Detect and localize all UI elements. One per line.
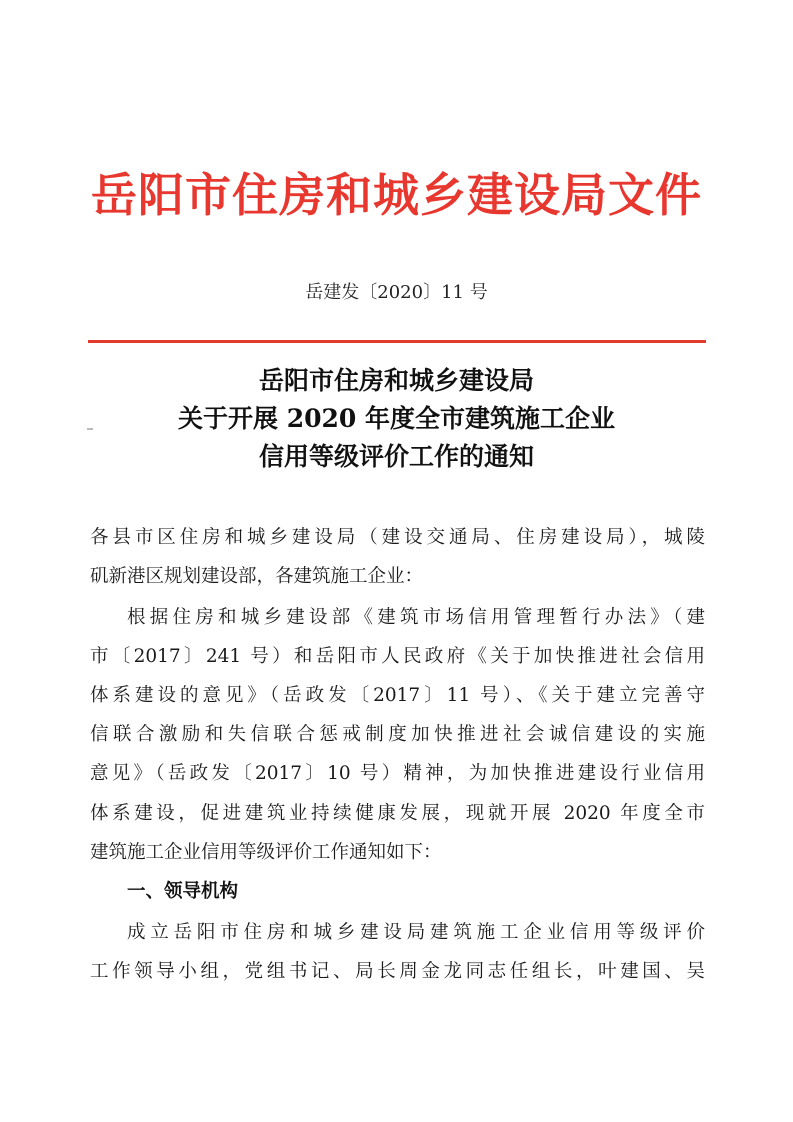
paragraph2-line-2: 工作领导小组，党组书记、局长周金龙同志任组长，叶建国、吴 xyxy=(90,961,705,982)
agency-header-title: 岳阳市住房和城乡建设局文件 xyxy=(91,168,702,222)
notice-title-line-2: 关于开展 2020 年度全市建筑施工企业 xyxy=(178,404,615,433)
paragraph2-line-1: 成立岳阳市住房和城乡建设局建筑施工企业信用等级评价 xyxy=(127,922,705,943)
paragraph1-line-7: 建筑施工企业信用等级评价工作通知如下： xyxy=(90,842,442,863)
paragraph1-line-5: 意见》（岳政发〔2017〕10 号）精神，为加快推进建设行业信用 xyxy=(90,763,705,784)
document-body xyxy=(90,0,705,1122)
document-number: 岳建发〔2020〕11 号 xyxy=(305,282,488,303)
addressee-line-1: 各县市区住房和城乡建设局（建设交通局、住房建设局），城陵 xyxy=(90,527,705,548)
notice-title-line-3: 信用等级评价工作的通知 xyxy=(258,442,534,471)
addressee-line-2: 矶新港区规划建设部，各建筑施工企业： xyxy=(90,566,424,587)
paragraph1-line-3: 体系建设的意见》（岳政发〔2017〕11 号）、《关于建立完善守 xyxy=(90,685,705,706)
paragraph1-line-6: 体系建设，促进建筑业持续健康发展，现就开展 2020 年度全市 xyxy=(90,803,705,824)
section-heading-leadership: 一、领导机构 xyxy=(127,881,239,902)
paragraph1-line-4: 信联合激励和失信联合惩戒制度加快推进社会诚信建设的实施 xyxy=(90,724,705,745)
notice-title-line-1: 岳阳市住房和城乡建设局 xyxy=(258,366,534,395)
paragraph1-line-2: 市〔2017〕241 号）和岳阳市人民政府《关于加快推进社会信用 xyxy=(90,646,705,667)
paragraph1-line-1: 根据住房和城乡建设部《建筑市场信用管理暂行办法》（建 xyxy=(127,607,705,628)
